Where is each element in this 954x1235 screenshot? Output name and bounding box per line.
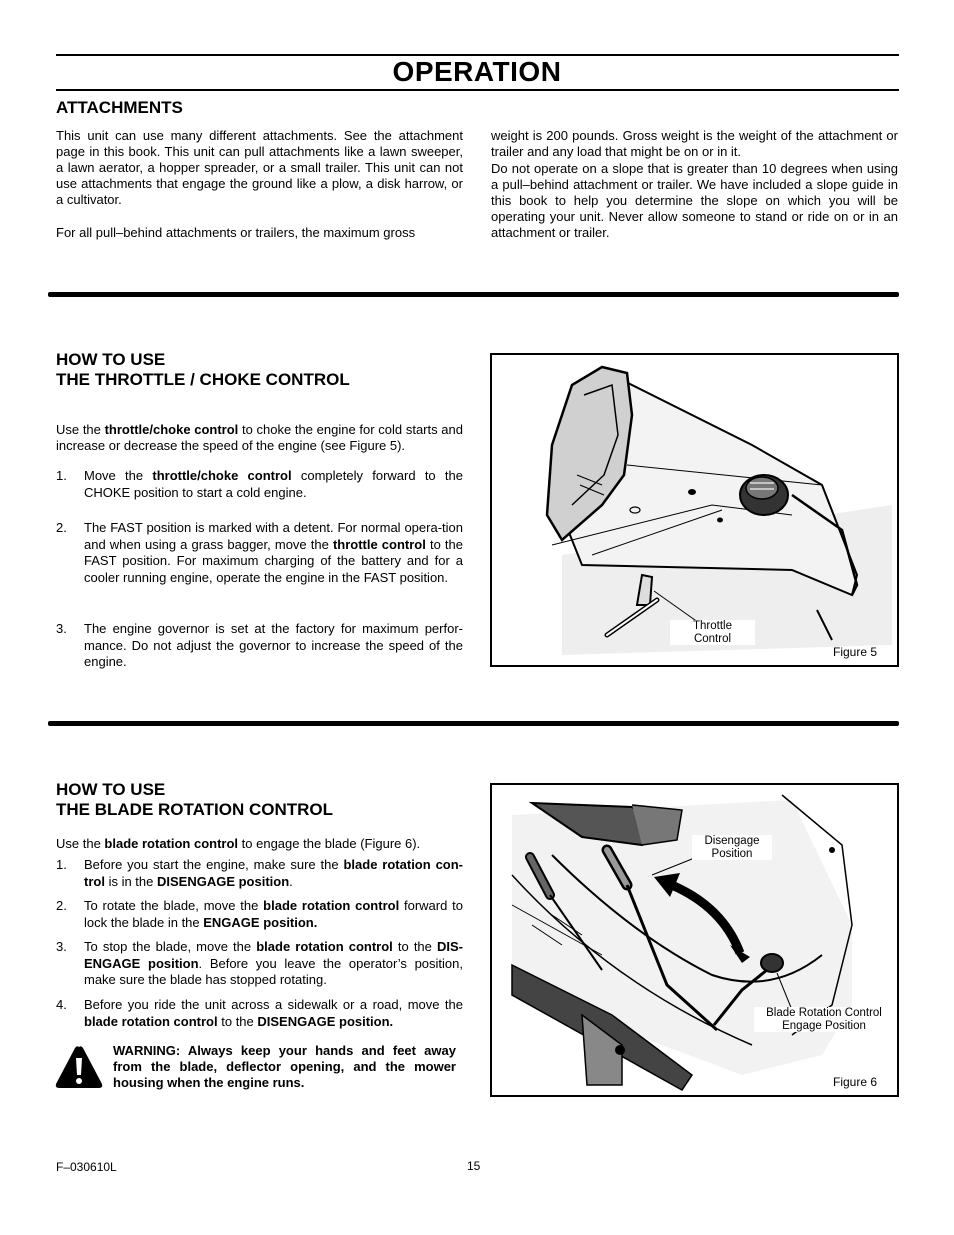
step-number: 1. — [56, 857, 67, 872]
step-bold: throttle/choke control — [152, 468, 292, 483]
callout-line: Control — [693, 632, 732, 645]
step-text: Before you start the engine, make sure the — [84, 857, 344, 872]
blade-intro — [56, 836, 463, 852]
page-number: 15 — [467, 1159, 481, 1173]
attachments-right-p1: weight is 200 pounds. Gross weight is the weight of the attachment or trailer and any load that might be on or in it. — [491, 128, 898, 159]
footer-document-code: F–030610L — [56, 1160, 117, 1174]
callout-line: Position — [711, 847, 753, 860]
throttle-intro-post: to choke the engine for cold starts and increase or decrease the speed of the engine (see Figure 5). — [56, 422, 463, 453]
callout-line: Disengage — [704, 835, 760, 847]
attachments-left-p2: For all pull–behind attachments or trailers, the maximum gross — [56, 225, 416, 240]
blade-step-1 — [56, 857, 463, 890]
step-text-post: completely forward to the CHOKE position to start a cold engine. — [84, 468, 463, 500]
attachments-left-p1: This unit can use many different attachments. See the attachment page in this book. This unit can pull attachments like a lawn sweeper, a lawn aerator, a hopper spreader, or a small trailer. This unit can not use attachments that engage the ground like a plow, a disk harrow, or a cultivator. — [56, 128, 463, 207]
throttle-step-3 — [56, 621, 463, 671]
figure-5-label: Figure 5 — [833, 645, 878, 659]
step-text: The FAST position is marked with a detent. For normal opera-tion and when using a grass bagger, move the — [84, 520, 463, 552]
throttle-heading-line2: THE THROTTLE / CHOKE CONTROL — [56, 370, 350, 389]
throttle-intro-bold: throttle/choke control — [104, 422, 239, 437]
section-divider-1 — [48, 292, 899, 297]
step-bold-2: DIS-ENGAGE position — [84, 939, 463, 971]
attachments-right-p2: Do not operate on a slope that is greater than 10 degrees when using a pull–behind attachment or trailer. We have included a slope guide in this book to help you determine the slope on which you will be operating your unit. Never allow someone to stand or ride on or in an attachment or trailer. — [491, 161, 898, 240]
step-bold-2: DISENGAGE position — [156, 873, 290, 889]
throttle-step-2 — [56, 520, 463, 586]
step-text-post: . Before you leave the operator’s position, make sure the blade has stopped rotating. — [84, 955, 463, 987]
blade-step-3 — [56, 939, 463, 989]
warning-text: WARNING: Always keep your hands and feet away from the blade, deflector opening, and the mower housing when the engine runs. — [113, 1043, 456, 1090]
step-text-mid: is in the — [104, 873, 157, 889]
throttle-drawing — [492, 355, 897, 665]
step-bold: throttle control — [332, 536, 426, 552]
blade-heading-line2: THE BLADE ROTATION CONTROL — [56, 800, 334, 819]
attachments-left-column — [56, 128, 463, 241]
blade-step-4 — [56, 997, 463, 1030]
page-title: OPERATION — [392, 56, 562, 87]
step-number: 2. — [56, 520, 67, 535]
throttle-step-1 — [56, 468, 463, 501]
step-bold-2: DISENGAGE position. — [257, 1013, 394, 1029]
step-text-post: . — [289, 873, 293, 889]
blade-heading — [56, 780, 333, 820]
step-number: 3. — [56, 939, 67, 954]
step-text: Move the — [84, 468, 153, 483]
step-text-mid: forward to lock the blade in the — [84, 898, 463, 930]
engage-position-callout — [754, 1007, 894, 1032]
step-number: 4. — [56, 997, 67, 1012]
step-text: To rotate the blade, move the — [84, 898, 264, 913]
step-number: 3. — [56, 621, 67, 636]
step-bold: blade rotation con-trol — [84, 857, 464, 889]
step-text-mid: to the — [392, 939, 437, 954]
step-number: 1. — [56, 468, 67, 483]
throttle-intro-pre: Use the — [56, 422, 105, 437]
figure-6-label: Figure 6 — [833, 1075, 878, 1089]
step-bold-2: ENGAGE position. — [203, 914, 318, 930]
figure-6-blade-illustration — [490, 783, 899, 1097]
step-text: To stop the blade, move the — [84, 939, 257, 954]
blade-step-2 — [56, 898, 463, 931]
step-text: The engine governor is set at the factory for maximum perfor-mance. Do not adjust the governor to increase the speed of the engine. — [84, 621, 463, 669]
throttle-intro — [56, 422, 463, 454]
section-divider-2 — [48, 721, 899, 726]
attachments-right-column — [491, 128, 898, 241]
attachments-heading: ATTACHMENTS — [56, 98, 183, 117]
throttle-control-callout — [670, 620, 755, 645]
callout-line: Engage Position — [782, 1019, 866, 1032]
step-text: Before you ride the unit across a sidewalk or a road, move the — [84, 997, 463, 1012]
blade-heading-line1: HOW TO USE — [56, 780, 166, 799]
step-bold: blade rotation control — [263, 898, 400, 913]
throttle-heading — [56, 350, 350, 390]
figure-5-throttle-illustration — [490, 353, 899, 667]
disengage-position-callout — [692, 835, 772, 860]
blade-control-drawing — [492, 785, 897, 1095]
callout-line: Blade Rotation Control — [766, 1007, 882, 1019]
step-bold: blade rotation control — [84, 1013, 218, 1029]
step-number: 2. — [56, 898, 67, 913]
throttle-heading-line1: HOW TO USE — [56, 350, 166, 369]
blade-intro-post: to engage the blade (Figure 6). — [238, 836, 421, 851]
step-text-post: to the FAST position. For maximum charging of the battery and for a cooler running engine, operate the engine in the FAST position. — [84, 536, 463, 585]
blade-intro-bold: blade rotation control — [104, 836, 239, 851]
callout-line: Throttle — [693, 620, 732, 632]
warning-triangle-icon — [54, 1044, 104, 1090]
step-text-mid: to the — [217, 1013, 258, 1029]
title-rule — [56, 89, 899, 91]
step-bold: blade rotation control — [256, 939, 393, 954]
blade-intro-pre: Use the — [56, 836, 105, 851]
